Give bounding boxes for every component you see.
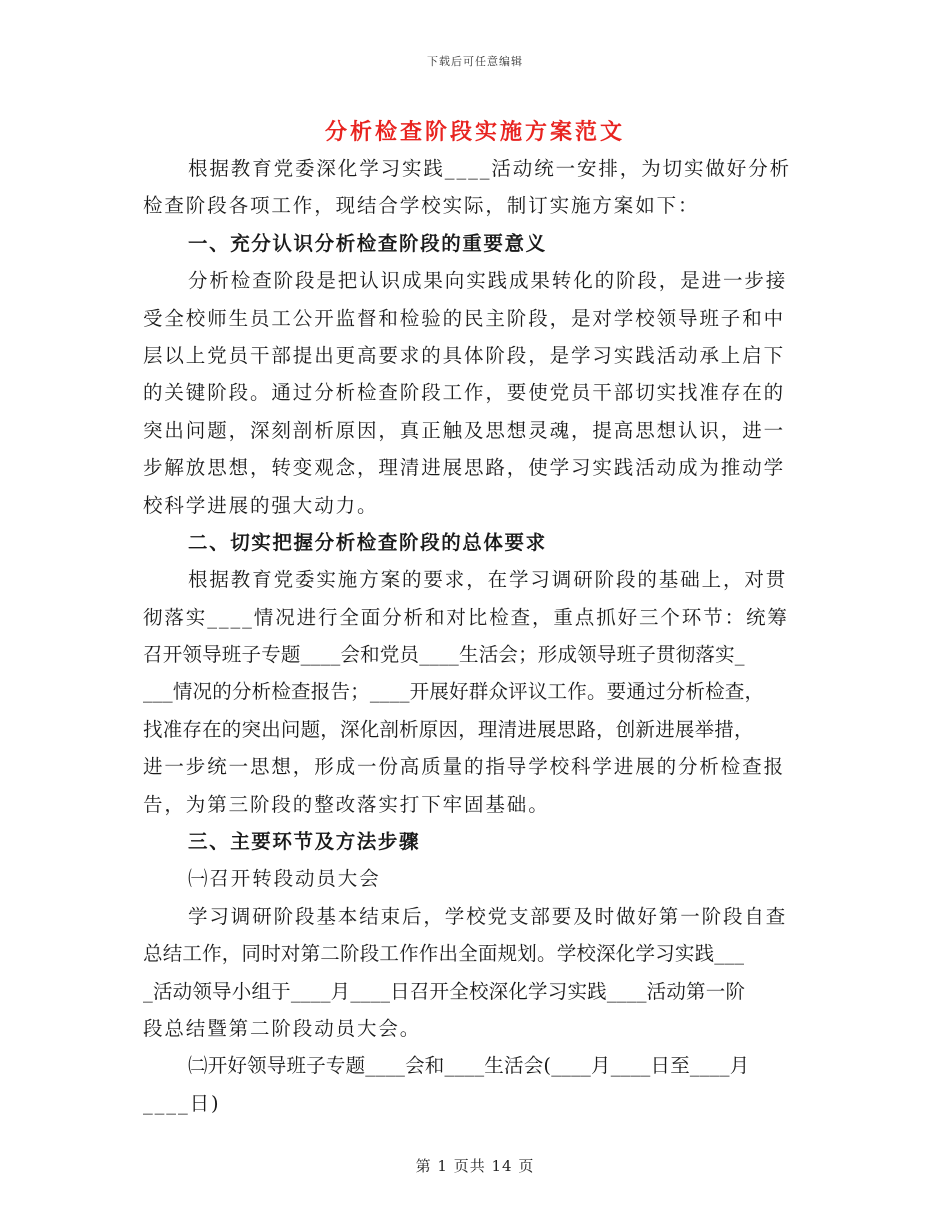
paragraph-line: 找准存在的突出问题，深化剖析原因，理清进展思路，创新进展举措， [143, 717, 754, 741]
paragraph-line: 进一步统一思想，形成一份高质量的指导学校科学进展的分析检查报 [143, 755, 786, 779]
paragraph-line: 根据教育党委深化学习实践____活动统一安排，为切实做好分析 [188, 157, 792, 180]
paragraph-line: 校科学进展的强大动力。 [143, 493, 379, 517]
section-heading: 三、主要环节及方法步骤 [188, 830, 421, 854]
paragraph-line: 分析检查阶段是把认识成果向实践成果转化的阶段，是进一步接 [188, 269, 788, 293]
paragraph-line: ____日) [143, 1091, 221, 1115]
paragraph-line: 告，为第三阶段的整改落实打下牢固基础。 [143, 792, 550, 816]
paragraph-line: 段总结暨第二阶段动员大会。 [143, 1016, 422, 1040]
subsection-heading: ㈡开好领导班子专题____会和____生活会(____月____日至____月 [188, 1054, 750, 1078]
paragraph-line: 受全校师生员工公开监督和检验的民主阶段，是对学校领导班子和中 [143, 306, 786, 330]
section-heading: 一、充分认识分析检查阶段的重要意义 [188, 231, 547, 255]
paragraph-line: ___情况的分析检查报告；____开展好群众评议工作。要通过分析检查， [143, 680, 765, 704]
paragraph-line: 步解放思想，转变观念，理清进展思路，使学习实践活动成为推动学 [143, 456, 786, 480]
paragraph-line: 层以上党员干部提出更高要求的具体阶段，是学习实践活动承上启下 [143, 343, 786, 367]
paragraph-line: 学习调研阶段基本结束后，学校党支部要及时做好第一阶段自查 [188, 904, 788, 928]
paragraph-line: 的关键阶段。通过分析检查阶段工作，要使党员干部切实找准存在的 [143, 381, 786, 405]
header-note: 下载后可任意编辑 [427, 55, 523, 68]
paragraph-line: 突出问题，深刻剖析原因，真正触及思想灵魂，提高思想认识，进一 [143, 418, 786, 442]
paragraph-line: 根据教育党委实施方案的要求，在学习调研阶段的基础上，对贯 [188, 568, 788, 592]
paragraph-line: 检查阶段各项工作，现结合学校实际，制订实施方案如下： [143, 194, 700, 218]
document-title: 分析检查阶段实施方案范文 [324, 119, 625, 145]
section-heading: 二、切实把握分析检查阶段的总体要求 [188, 530, 547, 554]
paragraph-line: 召开领导班子专题____会和党员____生活会；形成领导班子贯彻落实_ [143, 643, 745, 667]
paragraph-line: 总结工作，同时对第二阶段工作作出全面规划。学校深化学习实践___ [143, 942, 745, 966]
page-number: 第 1 页共 14 页 [415, 1157, 535, 1175]
paragraph-line: _活动领导小组于____月____日召开全校深化学习实践____活动第一阶 [143, 979, 746, 1003]
document-body [143, 150, 803, 1122]
paragraph-line: 彻落实____情况进行全面分析和对比检查，重点抓好三个环节：统筹 [143, 605, 789, 629]
subsection-heading: ㈠召开转段动员大会 [188, 867, 381, 891]
